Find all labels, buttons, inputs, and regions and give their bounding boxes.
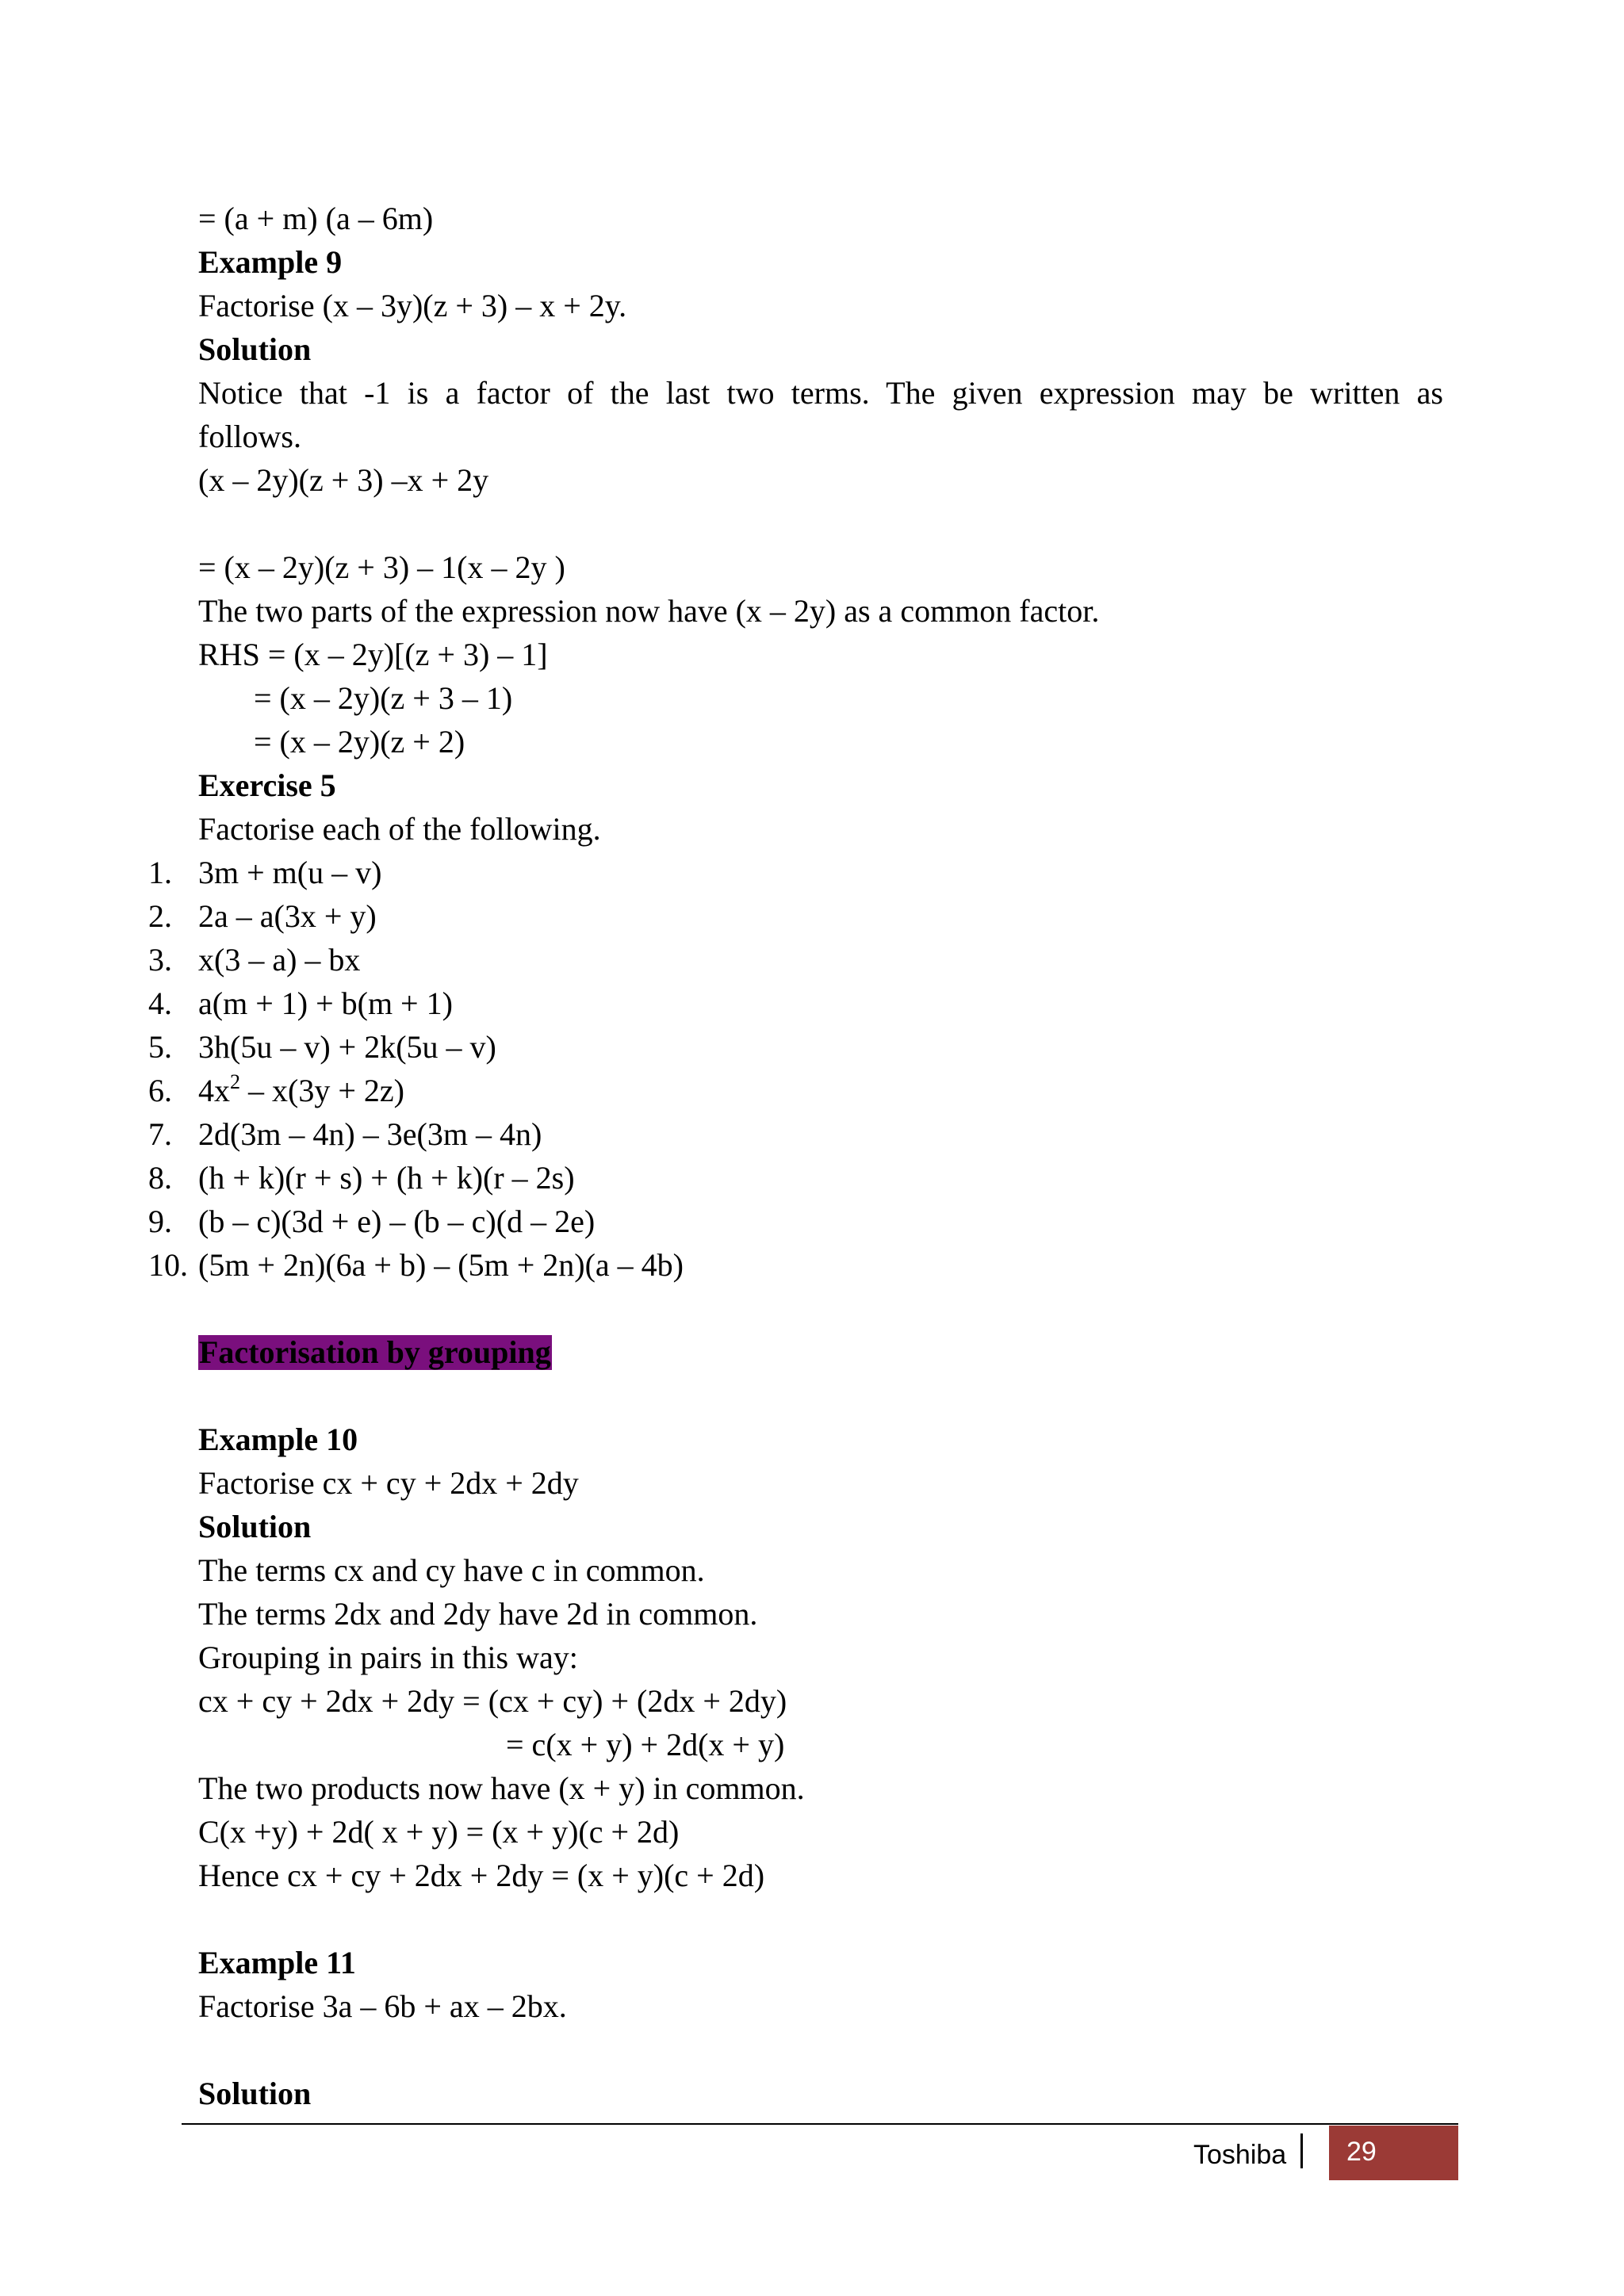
- section-heading-line: [198, 1330, 1443, 1374]
- intro-line: = (a + m) (a – 6m): [198, 201, 434, 236]
- example-10-continued: = c(x + y) + 2d(x + y): [506, 1727, 785, 1762]
- list-item-text: (b – c)(3d + e) – (b – c)(d – 2e): [198, 1203, 596, 1239]
- example-10-solution-heading: Solution: [198, 1509, 312, 1544]
- list-item-number: 6.: [148, 1073, 172, 1108]
- example-10-line: Hence cx + cy + 2dx + 2dy = (x + y)(c + 2d): [198, 1858, 765, 1893]
- example-9-step-6: = (x – 2y)(z + 2): [254, 724, 465, 760]
- example-11-problem: Factorise 3a – 6b + ax – 2bx.: [198, 1988, 567, 2024]
- footer-label: Toshiba: [1193, 2140, 1287, 2170]
- list-item-number: 8.: [148, 1160, 172, 1196]
- page-number-box: [1329, 2126, 1458, 2180]
- list-item: [148, 1200, 1443, 1243]
- list-item-number: 7.: [148, 1116, 172, 1152]
- example-10-line: cx + cy + 2dx + 2dy = (cx + cy) + (2dx + 2dy): [198, 1683, 787, 1719]
- example-10-heading: Example 10: [198, 1422, 358, 1457]
- example-9-solution-heading: Solution: [198, 331, 312, 367]
- list-item-number: 3.: [148, 942, 172, 978]
- example-9-problem: Factorise (x – 3y)(z + 3) – x + 2y.: [198, 288, 627, 323]
- page-body: [148, 197, 1443, 2115]
- example-11-heading: Example 11: [198, 1945, 356, 1980]
- list-item-exponent: 2: [230, 1070, 240, 1093]
- example-9-note-line-1: Notice that -1 is a factor of the last two terms. The given expression may be written as: [198, 375, 1443, 411]
- exercise-5-list: [148, 851, 1443, 1287]
- example-9-step-5: = (x – 2y)(z + 3 – 1): [254, 680, 513, 716]
- list-item-number: 2.: [148, 898, 172, 934]
- example-10-problem: Factorise cx + cy + 2dx + 2dy: [198, 1465, 579, 1501]
- exercise-5-heading: Exercise 5: [198, 767, 336, 803]
- example-9-step-3: The two parts of the expression now have (x – 2y) as a common factor.: [198, 593, 1100, 629]
- list-item-text: 2a – a(3x + y): [198, 898, 377, 934]
- list-item-text: 3m + m(u – v): [198, 855, 382, 890]
- footer-divider: [182, 2123, 1458, 2125]
- list-item-text: a(m + 1) + b(m + 1): [198, 985, 453, 1021]
- footer-separator: [1300, 2133, 1303, 2168]
- list-item-number: 9.: [148, 1203, 172, 1239]
- example-9-note-line-2: follows.: [198, 419, 301, 454]
- list-item: [148, 938, 1443, 982]
- list-item: [148, 982, 1443, 1025]
- list-item-text: (5m + 2n)(6a + b) – (5m + 2n)(a – 4b): [198, 1247, 684, 1283]
- example-10-line: The two products now have (x + y) in common.: [198, 1770, 805, 1806]
- example-9-step-2: = (x – 2y)(z + 3) – 1(x – 2y ): [198, 549, 565, 585]
- list-item: [148, 894, 1443, 938]
- list-item-number: 1.: [148, 855, 172, 890]
- list-item: [148, 1025, 1443, 1069]
- list-item: [148, 1069, 1443, 1112]
- list-item: [148, 1156, 1443, 1200]
- list-item-number: 10.: [148, 1247, 188, 1283]
- list-item-text: 3h(5u – v) + 2k(5u – v): [198, 1029, 496, 1065]
- example-10-line: The terms 2dx and 2dy have 2d in common.: [198, 1596, 758, 1632]
- list-item-number: 4.: [148, 985, 172, 1021]
- list-item: [148, 1243, 1443, 1287]
- example-10-line: C(x +y) + 2d( x + y) = (x + y)(c + 2d): [198, 1814, 680, 1850]
- example-9-step-4: RHS = (x – 2y)[(z + 3) – 1]: [198, 637, 548, 672]
- example-11-solution-heading: Solution: [198, 2076, 312, 2111]
- list-item: [148, 1112, 1443, 1156]
- spacer: [198, 1897, 1443, 1941]
- section-heading-highlight: Factorisation by grouping: [199, 1334, 551, 1370]
- spacer: [198, 502, 1443, 545]
- list-item-text: 2d(3m – 4n) – 3e(3m – 4n): [198, 1116, 542, 1152]
- example-10-line: Grouping in pairs in this way:: [198, 1640, 578, 1675]
- list-item-text: (h + k)(r + s) + (h + k)(r – 2s): [198, 1160, 575, 1196]
- spacer: [198, 1374, 1443, 1418]
- spacer: [198, 2028, 1443, 2072]
- exercise-5-instruction: Factorise each of the following.: [198, 811, 601, 847]
- list-item-text-base: 4x: [198, 1073, 230, 1108]
- example-9-heading: Example 9: [198, 244, 343, 280]
- example-10-line: The terms cx and cy have c in common.: [198, 1552, 705, 1588]
- list-item-number: 5.: [148, 1029, 172, 1065]
- list-item-text-rest: – x(3y + 2z): [240, 1073, 404, 1108]
- list-item: [148, 851, 1443, 894]
- list-item-text: x(3 – a) – bx: [198, 942, 361, 978]
- example-9-step-1: (x – 2y)(z + 3) –x + 2y: [198, 462, 489, 498]
- page-number: 29: [1346, 2137, 1377, 2167]
- spacer: [198, 1287, 1443, 1330]
